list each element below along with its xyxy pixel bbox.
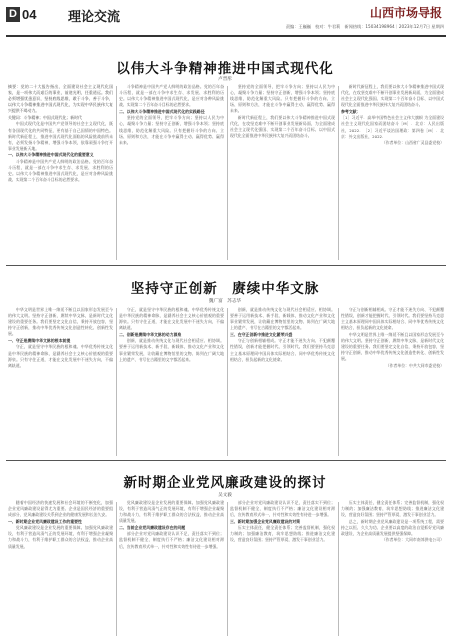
article-2-col-3 [230,307,335,457]
article-3-para-5: 总之，新时期企业党风廉政建设是一项系统工程，需要持之以恒、久久为功。企业要以高度的政治自觉抓好党风廉政建设，为企业高质量发展提供坚强保障。 [341,518,444,536]
article-3-col-4 [341,500,444,636]
article-1-keywords: 关键词：斗争精神；中国式现代化；新时代 [8,114,82,120]
page-letter: D [6,7,20,22]
article-3-subheading-3: 三、新时期加强企业党风廉政建设的对策 [230,518,301,524]
article-2-para-1: 中华文明是世界上唯一绵延不断且以国家形态发展至今的伟大文明。坚持守正创新，赓续中华文脉，是新时代文化建设的重要任务。我们要坚定文化自信，秉持开放包容，坚持守正创新，推动中华优秀传统文化创造性转化、创新性发展。 [8,307,113,337]
column-divider [338,308,339,456]
article-2-para-2: 守正，就是坚守中华民族的根和魂。中华优秀传统文化是中华民族的精神命脉，是涵养社会主义核心价值观的重要源泉。只有守住正道，才能在文化发展中不迷失方向，不偏离轨道。 [8,344,113,368]
page-number: 04 [22,7,37,22]
column-divider [338,502,339,636]
article-1-abstract: 摘要：党的二十大报告指出，全面建设社会主义现代化国家，是一项伟大而艰巨的事业，前途光明，任重道远。我们必须增强忧患意识，坚持底线思维，敢于斗争、善于斗争，以伟大斗争精神推进中国式现代化，为实现中华民族伟大复兴提供不竭动力。 [8,84,113,114]
article-1-para-2: 斗争精神是中国共产党人鲜明的政治品格。党的百年奋斗历程，就是一部在斗争中求生存、求发展、求胜利的历史。以伟大斗争精神推进中国式现代化，是应对各种风险挑战、实现第二个百年奋斗目标的必然要求。 [8,158,113,183]
column-divider [116,502,117,636]
article-1-title: 以伟大斗争精神推进中国式现代化 [116,61,334,77]
article-2-author-unit: （作者单位：中共大同市委党校） [385,362,444,368]
article-3-author-unit: （作者单位：大同市南郊供电公司） [381,537,444,543]
article-1-subheading-1: 一、以伟大斗争精神推进中国式现代化的重要意义 [8,152,94,158]
article-3-para-3: 部分企业对党风廉政建设认识不足，责任落实不到位；监督机制不健全，制度执行不严格；廉洁文化建设相对滞后，宣传教育形式单一，针对性和实效性有待进一步增强。 [119,531,224,549]
column-divider [116,86,117,260]
column-divider [338,86,339,260]
article-2-para-4b: 守正与创新相辅相成。守正才能不迷失方向、不犯颠覆性错误，创新才能把握时代、引领时代。我们要坚持马克思主义基本原理同中国具体实际相结合、同中华优秀传统文化相结合，担负起新的文化使命。 [341,307,444,331]
article-1-col-2 [119,84,224,262]
article-3-col-1 [8,500,113,636]
references-title: 参考文献： [341,108,361,114]
article-separator [6,265,446,266]
article-2-subheading-2: 二、创新是赓续中华文脉的动力源泉 [119,331,182,337]
article-2-para-1b: 中华文明是世界上唯一绵延不断且以国家形态发展至今的伟大文明。坚持守正创新，赓续中华文脉，是新时代文化建设的重要任务。我们要坚定文化自信，秉持开放包容，坚持守正创新，推动中华优秀传统文化创造性转化、创新性发展。 [341,331,444,361]
article-1-para-2b: 斗争精神是中国共产党人鲜明的政治品格。党的百年奋斗历程，就是一部在斗争中求生存、求发展、求胜利的历史。以伟大斗争精神推进中国式现代化，是应对各种风险挑战、实现第二个百年奋斗目标的必然要求。 [119,84,224,108]
article-3-para-2: 党风廉政建设是企业发展的重要保障。加强党风廉政建设，有利于营造风清气正的发展环境，有利于增强企业凝聚力和战斗力，有利于维护职工群众的合法权益，推动企业高质量发展。 [8,525,113,549]
article-2-subheading-3: 三、在守正创新中推进文化繁荣兴盛 [230,331,293,337]
article-2-col-4 [341,307,444,457]
article-3-para-1: 随着中国经济的快速发展和社会环境的不断变化，加强企业党风廉政建设显得尤为重要。企业是国民经济的重要组成部分，党风廉政建设关系到企业的健康发展和长治久安。 [8,500,113,518]
column-divider [227,308,228,456]
article-2-title: 坚持守正创新 赓续中华文脉 [130,281,320,297]
article-3-subheading-2: 二、当前企业党风廉政建设存在的问题 [119,524,186,530]
article-2-para-3b: 创新，就是推动传统文化与现代社会相适应、相协调。要善于运用新技术、新手段、新载体，推动文化产业和文化事业繁荣发展，让收藏在博物馆里的文物、陈列在广阔大地上的遗产、书写在古籍里的文字都活起来。 [230,307,335,331]
article-1-para-1: 中国式现代化是中国共产党领导的社会主义现代化，既有各国现代化的共同特征，更有基于自己国情的中国特色。新时代新征程上，推进中国式现代化面临的风险挑战前所未有，必须发扬斗争精神，增强斗争本领，依靠顽强斗争打开事业发展新天地。 [8,121,113,151]
article-3-col-2 [119,500,224,636]
article-1-author-unit: （作者单位：山西省广灵县委党校） [381,140,444,146]
article-2-col-1 [8,307,113,457]
article-1-col-1 [8,84,113,262]
article-1-para-4b: 新时代新征程上，我们要以伟大斗争精神推进中国式现代化，在攻坚克难中不断开创事业发展新局面，为全面建成社会主义现代化强国、实现第二个百年奋斗目标、以中国式现代化全面推进中华民族伟大复兴而团结奋斗。 [341,84,444,108]
article-1-para-4: 新时代新征程上，我们要以伟大斗争精神推进中国式现代化，在攻坚克难中不断开创事业发展新局面，为全面建成社会主义现代化强国、实现第二个百年奋斗目标、以中国式现代化全面推进中华民族伟大复兴而团结奋斗。 [230,114,335,138]
article-1-col-3 [230,84,335,262]
article-3-subheading-1: 一、新时期企业党风廉政建设工作的重要性 [8,518,82,524]
article-2-para-3: 创新，就是推动传统文化与现代社会相适应、相协调。要善于运用新技术、新手段、新载体，推动文化产业和文化事业繁荣发展，让收藏在博物馆里的文物、陈列在广阔大地上的遗产、书写在古籍里的文字都活起来。 [119,338,224,362]
newspaper-masthead: 山西市场导报 [369,6,442,20]
section-title: 理论交流 [68,10,121,25]
article-3-para-4b: 压实主体责任，健全责任体系；完善监督机制，强化权力制约；加强廉洁教育，筑牢思想防线；推进廉洁文化建设，营造良好氛围；坚持严管厚爱，激发干事创业活力。 [341,500,444,518]
article-2-para-2b: 守正，就是坚守中华民族的根和魂。中华优秀传统文化是中华民族的精神命脉，是涵养社会主义核心价值观的重要源泉。只有守住正道，才能在文化发展中不迷失方向，不偏离轨道。 [119,307,224,331]
article-3-para-3b: 部分企业对党风廉政建设认识不足，责任落实不到位；监督机制不健全，制度执行不严格；廉洁文化建设相对滞后，宣传教育形式单一，针对性和实效性有待进一步增强。 [230,500,335,518]
column-divider [227,502,228,636]
article-2-para-4: 守正与创新相辅相成。守正才能不迷失方向、不犯颠覆性错误，创新才能把握时代、引领时代。我们要坚持马克思主义基本原理同中国具体实际相结合、同中华优秀传统文化相结合，担负起新的文化使命。 [230,338,335,362]
references-list: ［1］习近平．高举中国特色社会主义伟大旗帜 为全面建设社会主义现代化国家而团结奋斗［M］．北京：人民出版社，2022．［2］习近平谈治国理政：第四卷［M］．北京：外文出版社，2022． [341,115,444,139]
article-2-col-2 [119,307,224,457]
issue-meta: 责编：王巍巍 校对：牛君莉 新闻热线：15034198964｜2023年12月7日 星期四 [285,24,444,29]
column-divider [227,86,228,260]
article-3-para-4: 压实主体责任，健全责任体系；完善监督机制，强化权力制约；加强廉洁教育，筑牢思想防线；推进廉洁文化建设，营造良好氛围；坚持严管厚爱，激发干事创业活力。 [230,525,335,543]
article-1-para-3b: 坚持党的全面领导，把牢斗争方向；坚持以人民为中心，凝聚斗争力量；坚持守正创新，增强斗争本领；坚持底线思维，防范化解重大风险。只有把握好斗争的方向、立场、原则和方法，才能在斗争中赢得主动、赢得优势、赢得未来。 [230,84,335,114]
article-1-col-4 [341,84,444,262]
article-3-title: 新时期企业党风廉政建设的探讨 [123,475,327,491]
article-1-subheading-2: 二、以伟大斗争精神推进中国式现代化的实践路径 [119,108,205,114]
article-2-subheading-1: 一、守正是赓续中华文脉的根本前提 [8,337,71,343]
article-1-byline: 卢晋彤 [218,77,232,82]
article-separator [6,460,446,461]
column-divider [116,308,117,456]
article-3-para-2b: 党风廉政建设是企业发展的重要保障。加强党风廉政建设，有利于营造风清气正的发展环境，有利于增强企业凝聚力和战斗力，有利于维护职工群众的合法权益，推动企业高质量发展。 [119,500,224,524]
header-rule [6,35,446,37]
article-3-byline: 吴文毅 [218,493,232,498]
article-1-para-3: 坚持党的全面领导，把牢斗争方向；坚持以人民为中心，凝聚斗争力量；坚持守正创新，增强斗争本领；坚持底线思维，防范化解重大风险。只有把握好斗争的方向、立场、原则和方法，才能在斗争中赢得主动、赢得优势、赢得未来。 [119,115,224,145]
page-header [6,4,446,34]
article-3-col-3 [230,500,335,636]
article-2-byline: 魏广富 苏志华 [208,299,242,304]
